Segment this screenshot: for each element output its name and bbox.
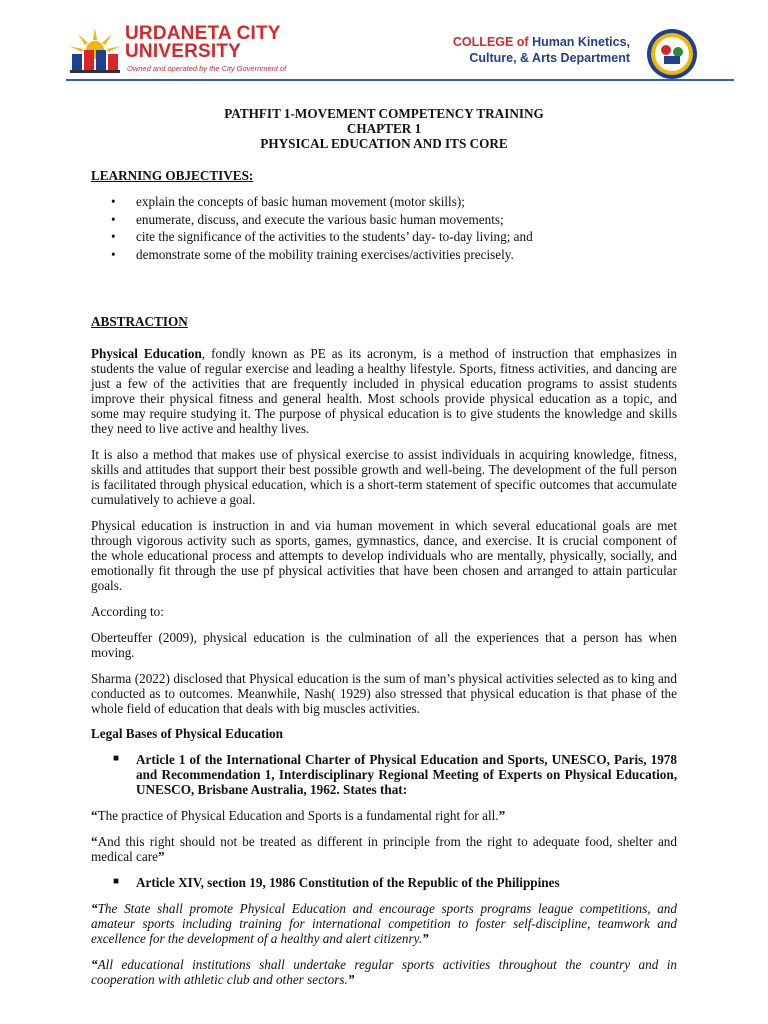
paragraph-5: Oberteuffer (2009), physical education is the culmination of all the experiences that a person has when moving. [91, 630, 677, 660]
legal-article-1 [91, 752, 677, 797]
paragraph-3: Physical education is instruction in and via human movement in which several educational goals are met through vigorous activity such as sports, games, gymnastics, dance, and exercise. It is crucial component of the whole educational process and attempts to develop individuals who are mentally, physically, socially, and emotionally fit through the use pf physical activities that have been chosen and arranged to attain particular goals. [91, 518, 677, 593]
square-bullet-icon: ■ [113, 876, 120, 887]
quote-4-text: All educational institutions shall undertake regular sports activities throughout the country and in cooperation with athletic club and other sectors. [91, 957, 677, 987]
legal-bases-heading: Legal Bases of Physical Education [91, 726, 283, 741]
bullet-icon: • [111, 211, 116, 227]
quote-3-text: The State shall promote Physical Education and encourage sports programs league competitions, and amateur sports including training for international competition to foster self-discipline, teamwork and excellence for the development of a healthy and alert citizenry. [91, 901, 677, 946]
list-item [91, 212, 677, 230]
college-line2: Culture, & Arts Department [469, 51, 630, 65]
document-title [91, 106, 677, 151]
college-line1: Human Kinetics, [532, 35, 630, 49]
college-name [453, 34, 630, 66]
article-1-text: Article 1 of the International Charter of Physical Education and Sports, UNESCO, Paris, 1978 and Recommendation 1, Interdisciplinary Regional Meeting of Experts on Physical Education, UNESCO, Brisbane Australia, 1962. States that: [136, 752, 677, 797]
university-subtitle: Owned and operated by the City Government of [127, 64, 287, 73]
university-name [125, 25, 281, 61]
page-header [0, 0, 768, 84]
bullet-icon: • [111, 229, 116, 244]
bullet-icon: • [111, 194, 116, 209]
objective-text: demonstrate some of the mobility training exercises/activities precisely. [136, 246, 514, 262]
paragraph-6: Sharma (2022) disclosed that Physical education is the sum of man’s physical activities selected as to king and conducted as to outcomes. Meanwhile, Nash( 1929) also stressed that physical education is that phase of the whole field of education that deals with big muscles activities. [91, 671, 677, 716]
university-name-line1: URDANETA CITY [125, 23, 281, 44]
objective-text: explain the concepts of basic human movement (motor skills); [136, 194, 465, 209]
list-item [91, 247, 677, 265]
quote-1: “The practice of Physical Education and Sports is a fundamental right for all.” [91, 808, 506, 823]
abstraction-heading: ABSTRACTION [91, 314, 188, 329]
learning-objectives-list [91, 194, 677, 264]
university-logo-icon [66, 26, 124, 74]
paragraph-1-text: , fondly known as PE as its acronym, is a method of instruction that emphasizes in students the value of regular exercise and leading a healthy lifestyle. Sports, fitness activities, and dancing are just a few of the activities that are frequently included in physical education programs to assist students improve their physical fitness and general health. Most schools provide physical education as a topic, and some may require studying it. The purpose of physical education is to give students the knowledge and skills they need to live active and healthy lives. [91, 346, 677, 436]
title-line-3: PHYSICAL EDUCATION AND ITS CORE [260, 136, 508, 151]
college-prefix: COLLEGE of [452, 35, 529, 49]
quote-4: “All educational institutions shall undertake regular sports activities throughout the country and in cooperation with athletic club and other sectors.” [91, 957, 677, 987]
title-line-2: CHAPTER 1 [346, 121, 422, 136]
square-bullet-icon: ■ [113, 753, 120, 764]
quote-3: “The State shall promote Physical Education and encourage sports programs league competitions, and amateur sports including training for international competition to foster self-discipline, teamwork and excellence for the development of a healthy and alert citizenry.” [91, 901, 677, 946]
list-item [91, 194, 677, 212]
quote-2: “And this right should not be treated as different in principle from the right to adequate food, shelter and medical care” [91, 834, 677, 864]
paragraph-1-lead: Physical Education [91, 346, 202, 361]
bullet-icon: • [111, 246, 116, 262]
objective-text: cite the significance of the activities to the students’ day- to-day living; and [136, 229, 533, 244]
quote-1-text: The practice of Physical Education and Sports is a fundamental right for all. [97, 808, 499, 823]
university-name-line2: UNIVERSITY [125, 41, 242, 62]
article-2-text: Article XIV, section 19, 1986 Constitution of the Republic of the Philippines [136, 875, 560, 890]
legal-article-2 [91, 875, 677, 890]
learning-objectives-heading: LEARNING OBJECTIVES: [91, 168, 254, 183]
document-body [91, 106, 677, 987]
objective-text: enumerate, discuss, and execute the various basic human movements; [136, 211, 504, 227]
college-seal-icon [644, 28, 700, 80]
paragraph-2: It is also a method that makes use of physical exercise to assist individuals in acquiring knowledge, fitness, skills and attitudes that support their best possible growth and well-being. The development of the full person is facilitated through physical education, which is a short-term statement of specific outcomes that accumulate cumulatively to achieve a goal. [91, 447, 677, 507]
list-item [91, 229, 677, 247]
paragraph-1 [91, 346, 677, 436]
title-line-1: PATHFIT 1-MOVEMENT COMPETENCY TRAINING [224, 106, 544, 121]
header-rule [66, 79, 734, 81]
paragraph-4: According to: [91, 604, 164, 619]
quote-2-text: And this right should not be treated as different in principle from the right to adequate food, shelter and medical care [91, 834, 677, 864]
